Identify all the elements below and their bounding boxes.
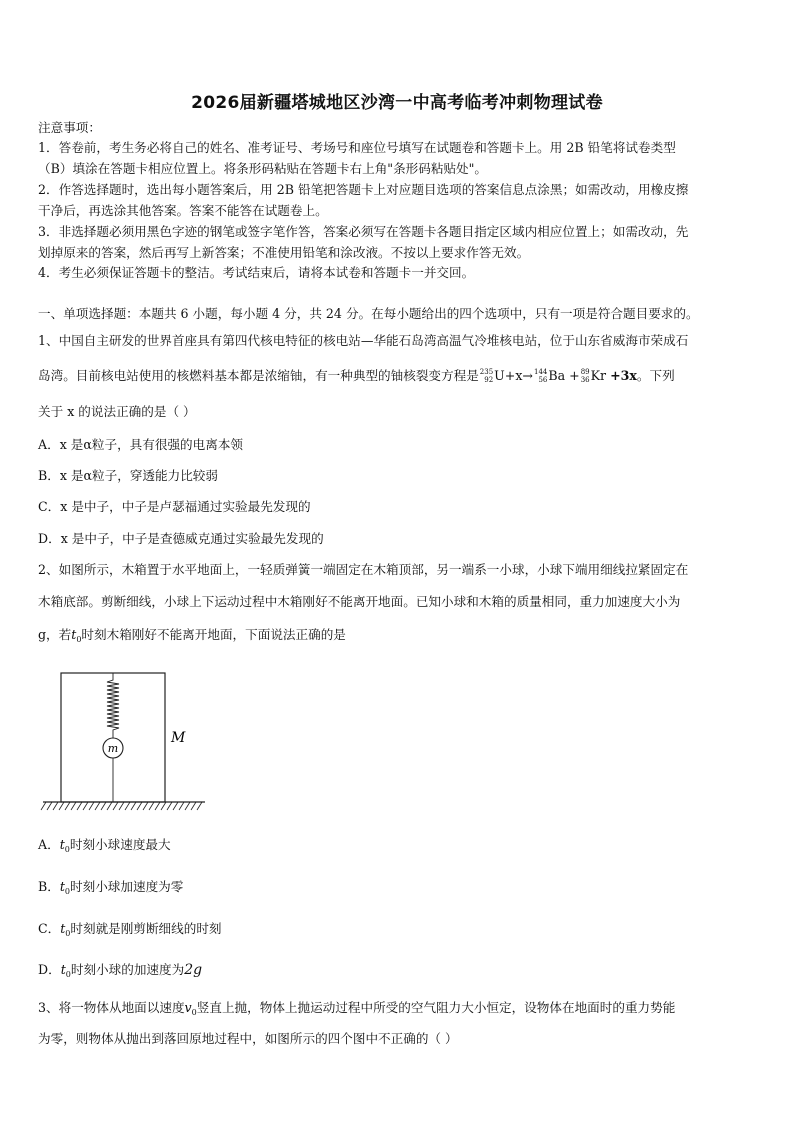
t0-subscript: 0 xyxy=(64,845,70,854)
hatch-mark xyxy=(191,802,196,810)
q2-line-1: 2、如图所示，木箱置于水平地面上，一轻质弹簧一端固定在木箱顶部，另一端系一小球，小球下端用细线拉紧固定在 xyxy=(38,562,689,577)
notice-line-3: 2．作答选择题时，选出每小题答案后，用 2B 铅笔把答题卡上对应题目选项的答案信息点涂黑；如需改动，用橡皮擦 xyxy=(38,182,689,197)
t0-subscript: 0 xyxy=(76,635,82,644)
hatch-mark xyxy=(161,802,166,810)
v0-symbol: v xyxy=(184,1000,192,1015)
hatch-mark xyxy=(167,802,172,810)
hatch-mark xyxy=(185,802,190,810)
hatch-mark xyxy=(197,802,202,810)
q1-line-2-end: 。下列 xyxy=(636,368,675,383)
t0-subscript: 0 xyxy=(65,929,71,938)
q2-option-a-text: 时刻小球速度最大 xyxy=(69,837,171,852)
hatch-mark xyxy=(131,802,136,810)
q2-option-d xyxy=(38,961,764,984)
hatch-mark xyxy=(59,802,64,810)
eq-tail: +3x xyxy=(610,368,637,383)
spring-box-figure xyxy=(40,670,210,818)
kr-atomic-number: 36 xyxy=(580,375,590,384)
q2-line-3-pre: g，若 xyxy=(38,627,72,642)
q2-option-c-text: 时刻就是刚剪断细线的时刻 xyxy=(70,921,222,936)
q2-option-a xyxy=(38,836,764,859)
hatch-mark xyxy=(125,802,130,810)
q1-stem-end: 关于 x 的说法正确的是（ ） xyxy=(38,404,196,419)
hatch-mark xyxy=(113,802,118,810)
q2-option-d-value: 2g xyxy=(184,962,203,978)
notice-line-5: 3．非选择题必须用黑色字迹的钢笔或签字笔作答，答案必须写在答题卡各题目指定区域内相应位置上；如需改动，先 xyxy=(38,224,689,239)
q3-line-1 xyxy=(38,999,764,1022)
kr-mass-number: 89 xyxy=(580,367,590,376)
q3-line-1-pre: 3、将一物体从地面以速度 xyxy=(38,1000,185,1015)
hatch-mark xyxy=(95,802,100,810)
hatch-mark xyxy=(137,802,142,810)
ba-mass-number: 144 xyxy=(534,367,548,376)
hatch-mark xyxy=(107,802,112,810)
q1-option-d: D．x 是中子，中子是查德威克通过实验最先发现的 xyxy=(38,531,324,546)
t0-symbol: t xyxy=(71,627,77,642)
q1-line-1: 1、中国自主研发的世界首座具有第四代核电特征的核电站—华能石岛湾高温气冷堆核电站，位于山东省威海市荣成石 xyxy=(38,333,689,348)
q1-option-b: B．x 是α粒子，穿透能力比较弱 xyxy=(38,468,218,483)
u-atomic-number: 92 xyxy=(484,375,494,384)
t0-symbol: t xyxy=(59,879,65,894)
q1-option-c: C．x 是中子，中子是卢瑟福通过实验最先发现的 xyxy=(38,499,311,514)
u-mass-number: 235 xyxy=(479,367,494,376)
hatch-mark xyxy=(179,802,184,810)
hatch-mark xyxy=(155,802,160,810)
t0-subscript: 0 xyxy=(65,970,71,979)
q2-line-3-post: 时刻木箱刚好不能离开地面，下面说法正确的是 xyxy=(81,627,346,642)
q1-line-2 xyxy=(38,367,764,385)
q2-option-a-letter: A． xyxy=(38,837,60,852)
ground-hatching xyxy=(41,802,202,810)
hatch-mark xyxy=(119,802,124,810)
t0-symbol: t xyxy=(59,837,65,852)
q2-option-c-letter: C． xyxy=(38,921,61,936)
eq-plus-x-arrow: +x→ xyxy=(504,368,533,383)
notice-line-1: 1．答卷前，考生务必将自己的姓名、准考证号、考场号和座位号填写在试题卷和答题卡上。用 2B 铅笔将试卷类型 xyxy=(38,140,676,155)
notice-line-4: 干净后，再选涂其他答案。答案不能答在试题卷上。 xyxy=(38,203,328,218)
q2-option-b-letter: B． xyxy=(38,879,60,894)
t0-subscript: 0 xyxy=(64,887,71,896)
ba-atomic-number: 56 xyxy=(538,375,548,384)
notice-line-7: 4．考生必须保证答题卡的整洁。考试结束后，请将本试卷和答题卡一并交回。 xyxy=(38,265,475,280)
notice-line-2: （B）填涂在答题卡相应位置上。将条形码粘贴在答题卡右上角"条形码粘贴处"。 xyxy=(38,161,488,176)
hatch-mark xyxy=(173,802,178,810)
ball-label: m xyxy=(107,742,119,755)
q3-line-1-post: 竖直上抛，物体上抛运动过程中所受的空气阻力大小恒定，设物体在地面时的重力势能 xyxy=(196,1000,676,1015)
q2-option-c xyxy=(38,920,764,943)
hatch-mark xyxy=(101,802,106,810)
t0-symbol: t xyxy=(60,921,66,936)
q2-line-2: 木箱底部。剪断细线，小球上下运动过程中木箱刚好不能离开地面。已知小球和木箱的质量相同，重力加速度大小为 xyxy=(38,594,681,609)
q2-option-d-text: 时刻小球的加速度为 xyxy=(70,962,185,977)
hatch-mark xyxy=(71,802,76,810)
notice-line-6: 划掉原来的答案，然后再写上新答案；不准使用铅笔和涂改液。不按以上要求作答无效。 xyxy=(38,245,530,260)
t0-symbol: t xyxy=(60,962,66,977)
ba-symbol: Ba xyxy=(548,368,566,383)
kr-symbol: Kr xyxy=(590,368,607,383)
q2-option-b-text: 时刻小球加速度为零 xyxy=(70,879,184,894)
hatch-mark xyxy=(77,802,82,810)
box-label: M xyxy=(171,730,186,746)
v0-subscript: 0 xyxy=(191,1008,197,1017)
q1-option-a: A．x 是α粒子，具有很强的电离本领 xyxy=(38,437,244,452)
hatch-mark xyxy=(41,802,46,810)
hatch-mark xyxy=(149,802,154,810)
q3-line-2: 为零，则物体从抛出到落回原地过程中，如图所示的四个图中不正确的（ ） xyxy=(38,1031,458,1046)
u-symbol: U xyxy=(494,368,505,383)
q2-option-d-letter: D． xyxy=(38,962,61,977)
page-title: 2026届新疆塔城地区沙湾一中高考临考冲刺物理试卷 xyxy=(191,93,603,113)
eq-plus: + xyxy=(569,368,580,383)
hatch-mark xyxy=(83,802,88,810)
hatch-mark xyxy=(47,802,52,810)
hatch-mark xyxy=(65,802,70,810)
q2-line-3 xyxy=(38,626,764,649)
notice-heading: 注意事项： xyxy=(38,120,101,135)
fission-equation xyxy=(479,368,637,383)
hatch-mark xyxy=(143,802,148,810)
hatch-mark xyxy=(53,802,58,810)
hatch-mark xyxy=(89,802,94,810)
q1-line-2-text: 岛湾。目前核电站使用的核燃料基本都是浓缩铀，有一种典型的铀核裂变方程是 xyxy=(38,368,479,383)
section-heading: 一、单项选择题：本题共 6 小题，每小题 4 分，共 24 分。在每小题给出的四个选项中，只有一项是符合题目要求的。 xyxy=(38,306,699,321)
q2-option-b xyxy=(38,878,764,901)
spring xyxy=(107,673,119,738)
